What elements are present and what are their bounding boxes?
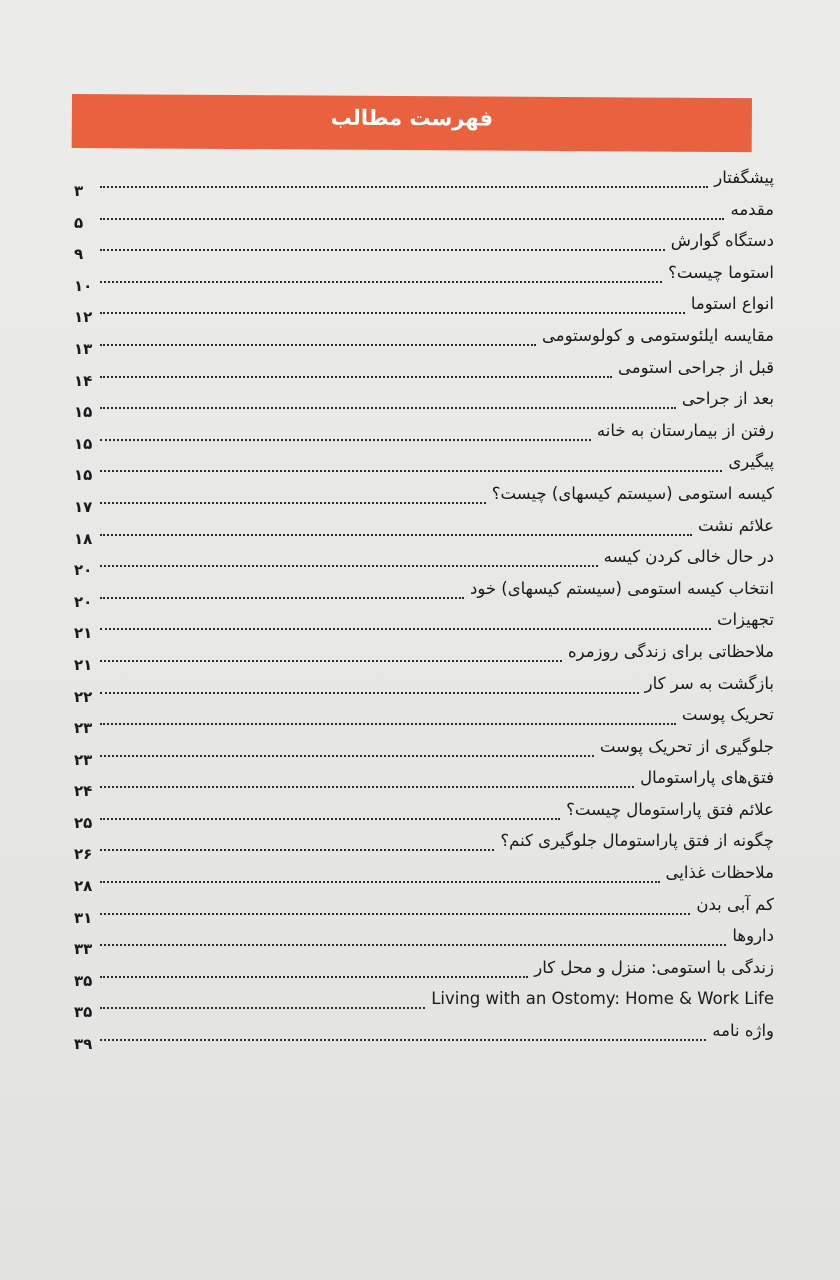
toc-entry <box>74 200 774 232</box>
toc-entry <box>74 958 774 990</box>
toc-entry-title: علائم نشت <box>697 515 774 535</box>
toc-entry-title: بعد از جراحی <box>681 389 774 409</box>
toc-page-number: ۱۳ <box>74 339 93 358</box>
dot-leader <box>100 944 726 946</box>
toc-page-number: ۳۱ <box>74 908 93 927</box>
toc-entry-title: انواع استوما <box>690 294 774 314</box>
toc-page-number: ۵ <box>74 213 84 232</box>
toc-entry <box>74 484 774 516</box>
toc-page-number: ۱۵ <box>74 434 93 453</box>
toc-entry <box>74 579 774 611</box>
toc-entry <box>74 926 774 958</box>
dot-leader <box>100 1007 425 1009</box>
toc-page-number: ۱۸ <box>74 529 93 548</box>
toc-entry <box>74 294 774 326</box>
toc-entry <box>74 642 774 674</box>
toc-entry-title: قبل از جراحی استومی <box>618 357 774 377</box>
toc-page-number: ۲۳ <box>74 719 93 738</box>
dot-leader <box>100 755 594 757</box>
dot-leader <box>100 407 676 409</box>
toc-page-number: ۱۴ <box>74 371 93 390</box>
toc-entry-title: پیشگفتار <box>714 168 774 187</box>
toc-page-number: ۱۲ <box>74 308 93 327</box>
toc-entry-title: رفتن از بیمارستان به خانه <box>596 420 774 440</box>
toc-entry-title: واژه نامه <box>712 1021 774 1041</box>
toc-entry-title: دستگاه گوارش <box>670 231 774 251</box>
toc-entry <box>74 168 774 200</box>
toc-entry-title: تجهیزات <box>716 610 774 630</box>
toc-entry-title: بازگشت به سر کار <box>644 673 774 693</box>
toc-page-number: ۲۲ <box>74 687 93 706</box>
dot-leader <box>100 470 722 472</box>
toc-entry-title: زندگی با استومی: منزل و محل کار <box>534 957 774 977</box>
dot-leader <box>100 218 724 220</box>
toc-entry-title: چگونه از فتق پاراستومال جلوگیری کنم؟ <box>500 831 774 851</box>
toc-page-number: ۲۵ <box>74 813 93 832</box>
toc-entry <box>74 389 774 421</box>
dot-leader <box>100 913 690 915</box>
toc-entry-title: ملاحظات غذایی <box>665 863 774 883</box>
toc-page-number: ۱۵ <box>74 403 93 422</box>
toc-entry <box>74 895 774 927</box>
toc-page-number: ۳۳ <box>74 940 93 959</box>
toc-entry <box>74 421 774 453</box>
toc-entry-title: تحریک پوست <box>681 705 774 725</box>
toc-entry-title: کم آبی بدن <box>696 894 774 914</box>
toc-entry <box>74 1021 774 1053</box>
dot-leader <box>100 281 662 283</box>
dot-leader <box>100 786 634 788</box>
toc-entry-title: مقدمه <box>730 199 774 219</box>
dot-leader <box>100 692 639 694</box>
dot-leader <box>100 376 612 378</box>
dot-leader <box>100 723 676 725</box>
toc-entry-title: ملاحظاتی برای زندگی روزمره <box>567 641 774 661</box>
toc-header-band <box>72 94 752 152</box>
toc-entry-title: مقایسه ایلئوستومی و کولوستومی <box>542 325 774 345</box>
toc-page-number: ۲۳ <box>74 750 93 769</box>
toc-entry <box>74 737 774 769</box>
page-title: فهرست مطالب <box>330 105 494 131</box>
dot-leader <box>100 881 660 883</box>
toc-entry <box>74 863 774 895</box>
toc-page-number: ۳۵ <box>74 1003 93 1022</box>
toc-entry <box>74 610 774 642</box>
dot-leader <box>100 439 591 441</box>
toc-entry <box>74 674 774 706</box>
dot-leader <box>100 976 528 978</box>
toc-entry-title: استوما چیست؟ <box>668 262 774 282</box>
toc-page-number: ۱۰ <box>74 276 93 295</box>
toc-entry-title: Living with an Ostomy: Home & Work Life <box>431 989 774 1009</box>
toc-page-number: ۳ <box>74 182 84 200</box>
dot-leader <box>100 249 665 251</box>
toc-page-number: ۳۹ <box>74 1035 93 1054</box>
dot-leader <box>100 534 692 536</box>
toc-entry-title: فتق‌های پاراستومال <box>640 768 774 788</box>
toc-entry <box>74 768 774 800</box>
toc-page-number: ۲۶ <box>74 845 93 864</box>
toc-entry <box>74 831 774 863</box>
toc-entry <box>74 231 774 263</box>
toc-entry <box>74 263 774 295</box>
dot-leader <box>100 849 494 851</box>
toc-entry <box>74 705 774 737</box>
toc-entry <box>74 452 774 484</box>
toc-page-number: ۲۸ <box>74 877 93 896</box>
toc-page-number: ۳۵ <box>74 971 93 990</box>
toc-page-number: ۲۴ <box>74 782 93 801</box>
toc-entry <box>74 326 774 358</box>
dot-leader <box>100 186 708 188</box>
toc-page-number: ۲۰ <box>74 561 93 580</box>
toc-entry-title: کیسه استومی (سیستم کیسهای) چیست؟ <box>491 483 774 503</box>
toc-page-number: ۱۵ <box>74 466 93 485</box>
toc-page-number: ۲۱ <box>74 655 93 674</box>
toc-entry-title: جلوگیری از تحریک پوست <box>599 736 774 756</box>
toc-page-number: ۲۱ <box>74 624 93 643</box>
toc-entry <box>74 989 774 1021</box>
toc-entry-title: در حال خالی کردن کیسه <box>603 547 774 567</box>
dot-leader <box>100 660 562 662</box>
toc-page-number: ۲۰ <box>74 592 93 611</box>
dot-leader <box>100 1039 706 1041</box>
toc-entry-title: پیگیری <box>728 452 774 472</box>
dot-leader <box>100 565 598 567</box>
dot-leader <box>100 818 560 820</box>
toc-entry <box>74 547 774 579</box>
toc-entry-title: علائم فتق پاراستومال چیست؟ <box>566 799 774 819</box>
dot-leader <box>100 597 464 599</box>
toc-entry-title: داروها <box>732 926 774 946</box>
toc-page-number: ۱۷ <box>74 497 93 516</box>
dot-leader <box>100 628 711 630</box>
toc-entry <box>74 516 774 548</box>
dot-leader <box>100 502 486 504</box>
dot-leader <box>100 312 685 314</box>
toc-entry <box>74 358 774 390</box>
toc-entry-title: انتخاب کیسه استومی (سیستم کیسهای) خود <box>469 578 774 598</box>
table-of-contents <box>74 168 774 1053</box>
dot-leader <box>100 344 536 346</box>
toc-page-number: ۹ <box>74 245 84 264</box>
toc-entry <box>74 800 774 832</box>
